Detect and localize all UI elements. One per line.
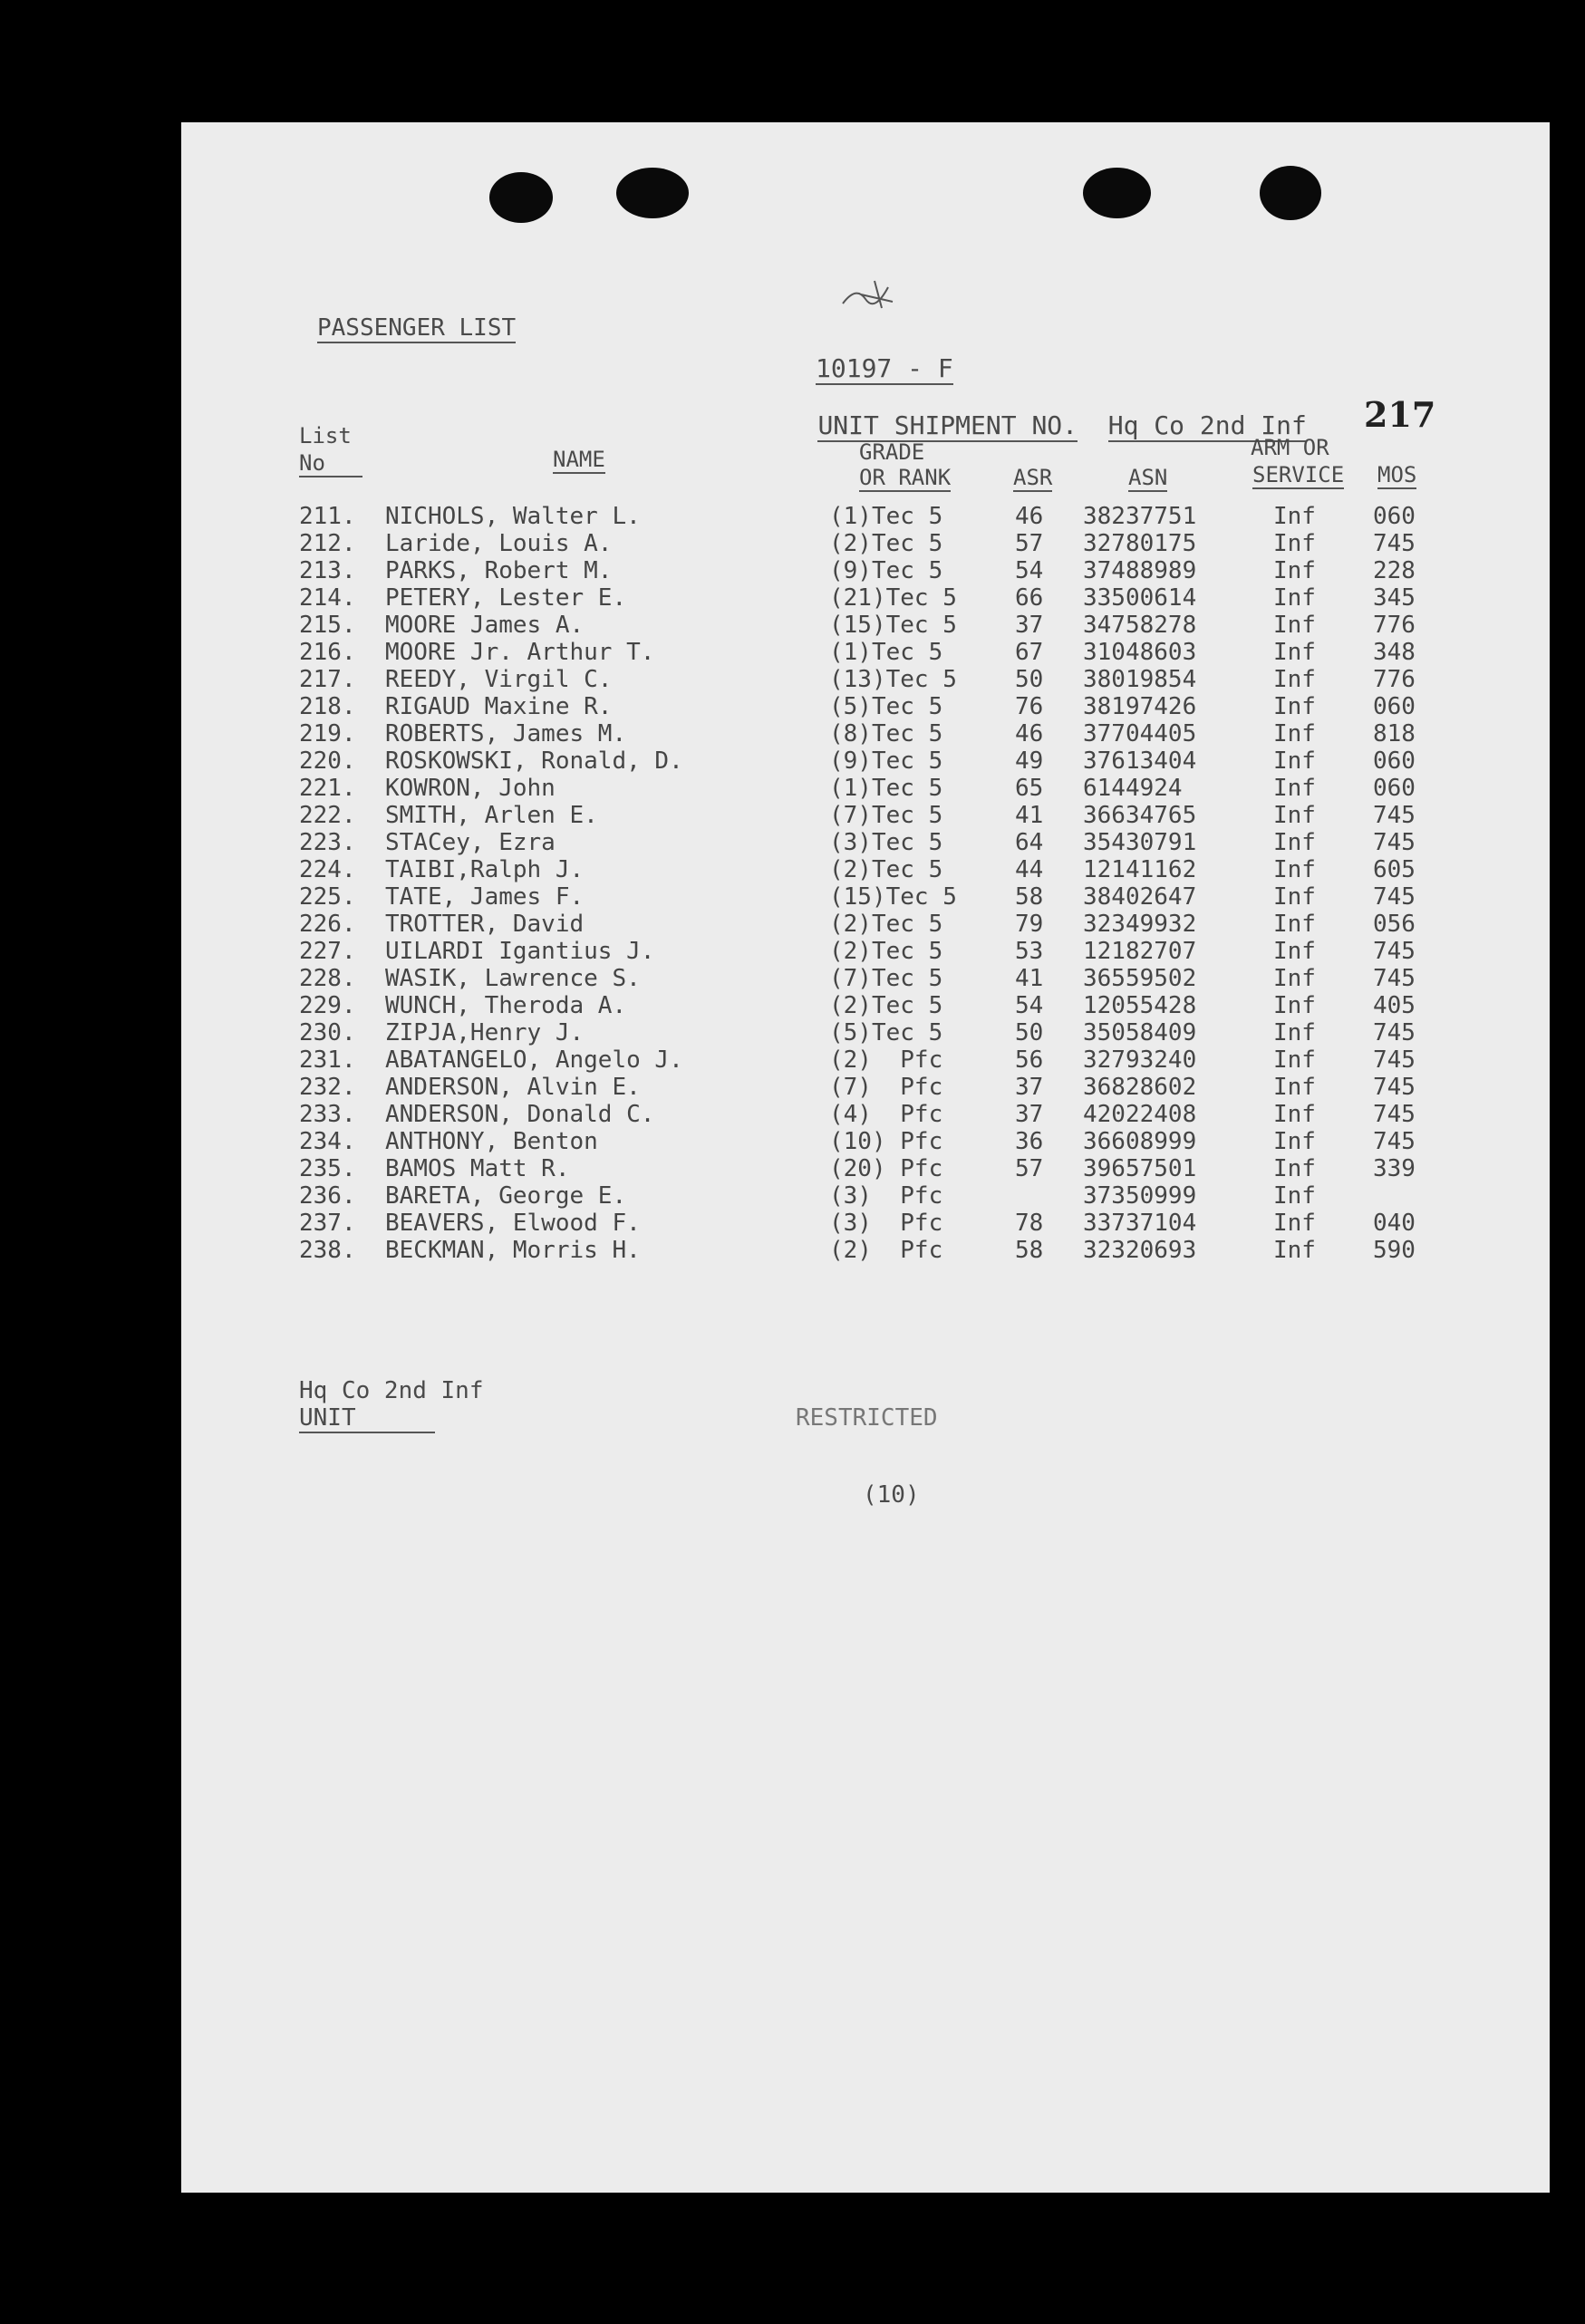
row-asn: 38197426 xyxy=(1083,693,1197,720)
col-grade-line2: OR RANK xyxy=(859,465,952,490)
row-grade: (9)Tec 5 xyxy=(829,747,943,775)
row-arm: Inf xyxy=(1273,639,1316,666)
footer-unit-value: Hq Co 2nd Inf xyxy=(299,1377,484,1404)
table-row xyxy=(181,1046,1550,1074)
row-asr: 56 xyxy=(1015,1046,1044,1074)
row-asn: 32780175 xyxy=(1083,530,1197,557)
row-arm: Inf xyxy=(1273,720,1316,747)
table-row xyxy=(181,911,1550,938)
row-number: 222. xyxy=(299,802,356,829)
row-number: 220. xyxy=(299,747,356,775)
row-asn: 35058409 xyxy=(1083,1019,1197,1046)
row-asn: 36634765 xyxy=(1083,802,1197,829)
row-mos: 745 xyxy=(1373,965,1416,992)
row-asn: 37350999 xyxy=(1083,1182,1197,1210)
col-asr: ASR xyxy=(1013,465,1053,490)
row-name: BARETA, George E. xyxy=(385,1182,627,1210)
page-stamp: 217 xyxy=(1364,394,1436,435)
row-asn: 35430791 xyxy=(1083,829,1197,856)
row-mos: 745 xyxy=(1373,1128,1416,1155)
row-grade: (13)Tec 5 xyxy=(829,666,957,693)
table-row xyxy=(181,1182,1550,1210)
row-name: UILARDI Igantius J. xyxy=(385,938,655,965)
row-number: 215. xyxy=(299,612,356,639)
row-asr: 41 xyxy=(1015,802,1044,829)
row-asr: 41 xyxy=(1015,965,1044,992)
row-number: 217. xyxy=(299,666,356,693)
row-number: 221. xyxy=(299,775,356,802)
row-name: ROSKOWSKI, Ronald, D. xyxy=(385,747,683,775)
row-name: KOWRON, John xyxy=(385,775,556,802)
row-asn: 42022408 xyxy=(1083,1101,1197,1128)
row-name: ANDERSON, Alvin E. xyxy=(385,1074,641,1101)
row-grade: (3) Pfc xyxy=(829,1182,943,1210)
unit-shipment-value: Hq Co 2nd Inf xyxy=(1107,410,1307,440)
table-row xyxy=(181,1019,1550,1046)
row-mos: 745 xyxy=(1373,1019,1416,1046)
row-arm: Inf xyxy=(1273,992,1316,1019)
row-mos: 776 xyxy=(1373,666,1416,693)
row-name: SMITH, Arlen E. xyxy=(385,802,598,829)
row-name: REEDY, Virgil C. xyxy=(385,666,613,693)
row-asn: 32793240 xyxy=(1083,1046,1197,1074)
row-arm: Inf xyxy=(1273,557,1316,584)
row-grade: (8)Tec 5 xyxy=(829,720,943,747)
row-name: ANDERSON, Donald C. xyxy=(385,1101,655,1128)
row-asn: 37613404 xyxy=(1083,747,1197,775)
row-name: MOORE Jr. Arthur T. xyxy=(385,639,655,666)
unit-shipment-line xyxy=(757,381,1307,470)
row-arm: Inf xyxy=(1273,911,1316,938)
row-arm: Inf xyxy=(1273,1182,1316,1210)
table-row xyxy=(181,666,1550,693)
punch-hole xyxy=(616,168,689,218)
row-mos: 745 xyxy=(1373,938,1416,965)
row-mos: 745 xyxy=(1373,1074,1416,1101)
row-mos: 405 xyxy=(1373,992,1416,1019)
row-number: 228. xyxy=(299,965,356,992)
row-asr: 64 xyxy=(1015,829,1044,856)
table-row xyxy=(181,938,1550,965)
row-arm: Inf xyxy=(1273,775,1316,802)
row-asr: 53 xyxy=(1015,938,1044,965)
row-name: BAMOS Matt R. xyxy=(385,1155,570,1182)
row-arm: Inf xyxy=(1273,856,1316,883)
row-name: PARKS, Robert M. xyxy=(385,557,613,584)
row-name: TATE, James F. xyxy=(385,883,585,911)
row-grade: (2)Tec 5 xyxy=(829,992,943,1019)
row-mos: 228 xyxy=(1373,557,1416,584)
row-number: 226. xyxy=(299,911,356,938)
row-arm: Inf xyxy=(1273,530,1316,557)
table-row xyxy=(181,965,1550,992)
row-mos: 345 xyxy=(1373,584,1416,612)
row-number: 232. xyxy=(299,1074,356,1101)
row-name: STACey, Ezra xyxy=(385,829,556,856)
table-row xyxy=(181,503,1550,530)
row-grade: (20) Pfc xyxy=(829,1155,943,1182)
row-grade: (4) Pfc xyxy=(829,1101,943,1128)
row-mos: 060 xyxy=(1373,747,1416,775)
row-name: ROBERTS, James M. xyxy=(385,720,627,747)
col-list-no-line1: List xyxy=(299,423,352,448)
row-name: WASIK, Lawrence S. xyxy=(385,965,641,992)
row-asn: 34758278 xyxy=(1083,612,1197,639)
row-mos: 605 xyxy=(1373,856,1416,883)
row-asn: 12182707 xyxy=(1083,938,1197,965)
col-mos: MOS xyxy=(1377,462,1417,487)
row-asn: 37704405 xyxy=(1083,720,1197,747)
row-arm: Inf xyxy=(1273,612,1316,639)
row-asr: 50 xyxy=(1015,1019,1044,1046)
row-number: 237. xyxy=(299,1210,356,1237)
row-arm: Inf xyxy=(1273,584,1316,612)
row-asn: 36559502 xyxy=(1083,965,1197,992)
row-arm: Inf xyxy=(1273,965,1316,992)
row-asn: 33737104 xyxy=(1083,1210,1197,1237)
row-arm: Inf xyxy=(1273,1074,1316,1101)
row-grade: (3)Tec 5 xyxy=(829,829,943,856)
row-asr: 36 xyxy=(1015,1128,1044,1155)
shipment-number: 10197 - F xyxy=(816,353,953,383)
row-mos: 745 xyxy=(1373,829,1416,856)
row-asr: 58 xyxy=(1015,883,1044,911)
row-asr: 37 xyxy=(1015,1101,1044,1128)
col-list-no-line2: No xyxy=(299,450,362,477)
table-row xyxy=(181,829,1550,856)
row-name: RIGAUD Maxine R. xyxy=(385,693,613,720)
row-asn: 12141162 xyxy=(1083,856,1197,883)
table-row xyxy=(181,612,1550,639)
row-asr: 79 xyxy=(1015,911,1044,938)
row-number: 216. xyxy=(299,639,356,666)
row-name: BECKMAN, Morris H. xyxy=(385,1237,641,1264)
row-asn: 39657501 xyxy=(1083,1155,1197,1182)
row-asr: 76 xyxy=(1015,693,1044,720)
col-arm-line1: ARM OR xyxy=(1251,435,1329,460)
row-name: TAIBI,Ralph J. xyxy=(385,856,585,883)
table-row xyxy=(181,1155,1550,1182)
unit-shipment-label: UNIT SHIPMENT NO. xyxy=(817,410,1078,440)
table-row xyxy=(181,530,1550,557)
col-name: NAME xyxy=(553,447,605,472)
page-number: (10) xyxy=(863,1481,920,1509)
row-number: 229. xyxy=(299,992,356,1019)
table-row xyxy=(181,1237,1550,1264)
row-asr: 44 xyxy=(1015,856,1044,883)
table-row xyxy=(181,1101,1550,1128)
row-grade: (1)Tec 5 xyxy=(829,775,943,802)
row-mos: 776 xyxy=(1373,612,1416,639)
row-number: 218. xyxy=(299,693,356,720)
row-number: 235. xyxy=(299,1155,356,1182)
row-asr: 54 xyxy=(1015,992,1044,1019)
table-row xyxy=(181,693,1550,720)
row-arm: Inf xyxy=(1273,802,1316,829)
row-name: MOORE James A. xyxy=(385,612,585,639)
row-grade: (7)Tec 5 xyxy=(829,802,943,829)
row-name: NICHOLS, Walter L. xyxy=(385,503,641,530)
row-name: Laride, Louis A. xyxy=(385,530,613,557)
table-row xyxy=(181,992,1550,1019)
row-arm: Inf xyxy=(1273,1101,1316,1128)
row-grade: (7)Tec 5 xyxy=(829,965,943,992)
row-number: 227. xyxy=(299,938,356,965)
row-asr: 46 xyxy=(1015,720,1044,747)
row-mos: 339 xyxy=(1373,1155,1416,1182)
row-asr: 57 xyxy=(1015,530,1044,557)
row-asn: 36608999 xyxy=(1083,1128,1197,1155)
row-mos: 348 xyxy=(1373,639,1416,666)
row-arm: Inf xyxy=(1273,1128,1316,1155)
row-mos: 590 xyxy=(1373,1237,1416,1264)
passenger-table xyxy=(181,503,1550,1300)
document-page xyxy=(181,122,1550,2193)
row-asr: 37 xyxy=(1015,1074,1044,1101)
row-mos: 060 xyxy=(1373,775,1416,802)
row-number: 224. xyxy=(299,856,356,883)
table-row xyxy=(181,639,1550,666)
row-grade: (7) Pfc xyxy=(829,1074,943,1101)
row-grade: (5)Tec 5 xyxy=(829,1019,943,1046)
row-arm: Inf xyxy=(1273,1210,1316,1237)
row-arm: Inf xyxy=(1273,1046,1316,1074)
punch-hole xyxy=(1260,166,1321,220)
row-arm: Inf xyxy=(1273,829,1316,856)
row-grade: (2) Pfc xyxy=(829,1046,943,1074)
row-arm: Inf xyxy=(1273,747,1316,775)
row-asr: 58 xyxy=(1015,1237,1044,1264)
row-grade: (10) Pfc xyxy=(829,1128,943,1155)
row-grade: (9)Tec 5 xyxy=(829,557,943,584)
row-asr: 67 xyxy=(1015,639,1044,666)
row-mos: 745 xyxy=(1373,1046,1416,1074)
punch-hole xyxy=(1083,168,1151,218)
table-row xyxy=(181,720,1550,747)
row-grade: (2)Tec 5 xyxy=(829,938,943,965)
table-row xyxy=(181,802,1550,829)
row-asn: 32320693 xyxy=(1083,1237,1197,1264)
row-number: 233. xyxy=(299,1101,356,1128)
row-mos: 745 xyxy=(1373,530,1416,557)
row-number: 211. xyxy=(299,503,356,530)
table-row xyxy=(181,1128,1550,1155)
row-name: BEAVERS, Elwood F. xyxy=(385,1210,641,1237)
col-arm-line2: SERVICE xyxy=(1252,462,1345,487)
row-mos: 060 xyxy=(1373,693,1416,720)
row-mos: 056 xyxy=(1373,911,1416,938)
row-asn: 37488989 xyxy=(1083,557,1197,584)
row-mos: 745 xyxy=(1373,883,1416,911)
footer-unit-label: UNIT xyxy=(299,1404,435,1433)
row-grade: (15)Tec 5 xyxy=(829,883,957,911)
row-asr: 57 xyxy=(1015,1155,1044,1182)
row-arm: Inf xyxy=(1273,1237,1316,1264)
row-name: ANTHONY, Benton xyxy=(385,1128,598,1155)
row-mos: 818 xyxy=(1373,720,1416,747)
row-name: WUNCH, Theroda A. xyxy=(385,992,627,1019)
table-row xyxy=(181,1210,1550,1237)
row-mos: 745 xyxy=(1373,802,1416,829)
row-name: PETERY, Lester E. xyxy=(385,584,627,612)
document-title: PASSENGER LIST xyxy=(317,314,517,342)
row-number: 238. xyxy=(299,1237,356,1264)
row-grade: (2)Tec 5 xyxy=(829,911,943,938)
row-grade: (3) Pfc xyxy=(829,1210,943,1237)
row-number: 213. xyxy=(299,557,356,584)
row-number: 236. xyxy=(299,1182,356,1210)
row-grade: (2)Tec 5 xyxy=(829,856,943,883)
row-asr: 54 xyxy=(1015,557,1044,584)
row-grade: (5)Tec 5 xyxy=(829,693,943,720)
row-grade: (1)Tec 5 xyxy=(829,639,943,666)
row-asn: 38019854 xyxy=(1083,666,1197,693)
row-arm: Inf xyxy=(1273,693,1316,720)
table-row xyxy=(181,584,1550,612)
row-grade: (1)Tec 5 xyxy=(829,503,943,530)
row-asn: 38402647 xyxy=(1083,883,1197,911)
row-name: ABATANGELO, Angelo J. xyxy=(385,1046,683,1074)
row-number: 225. xyxy=(299,883,356,911)
row-number: 219. xyxy=(299,720,356,747)
row-asr: 66 xyxy=(1015,584,1044,612)
table-row xyxy=(181,775,1550,802)
row-arm: Inf xyxy=(1273,1019,1316,1046)
row-asn: 33500614 xyxy=(1083,584,1197,612)
row-arm: Inf xyxy=(1273,503,1316,530)
row-arm: Inf xyxy=(1273,938,1316,965)
row-number: 212. xyxy=(299,530,356,557)
row-asr: 78 xyxy=(1015,1210,1044,1237)
row-asr: 49 xyxy=(1015,747,1044,775)
row-number: 230. xyxy=(299,1019,356,1046)
row-mos: 040 xyxy=(1373,1210,1416,1237)
row-mos: 745 xyxy=(1373,1101,1416,1128)
row-arm: Inf xyxy=(1273,666,1316,693)
row-asn: 32349932 xyxy=(1083,911,1197,938)
row-number: 214. xyxy=(299,584,356,612)
row-number: 223. xyxy=(299,829,356,856)
table-row xyxy=(181,883,1550,911)
col-asn: ASN xyxy=(1128,465,1168,490)
row-arm: Inf xyxy=(1273,883,1316,911)
row-grade: (21)Tec 5 xyxy=(829,584,957,612)
row-asn: 36828602 xyxy=(1083,1074,1197,1101)
row-mos: 060 xyxy=(1373,503,1416,530)
handwritten-mark xyxy=(838,276,911,313)
table-row xyxy=(181,1074,1550,1101)
row-asr: 37 xyxy=(1015,612,1044,639)
row-asr: 46 xyxy=(1015,503,1044,530)
punch-hole xyxy=(489,172,553,223)
table-row xyxy=(181,747,1550,775)
row-grade: (2) Pfc xyxy=(829,1237,943,1264)
row-grade: (2)Tec 5 xyxy=(829,530,943,557)
col-grade-line1: GRADE xyxy=(859,439,925,465)
row-asr: 50 xyxy=(1015,666,1044,693)
row-name: ZIPJA,Henry J. xyxy=(385,1019,585,1046)
row-asr: 65 xyxy=(1015,775,1044,802)
table-row xyxy=(181,856,1550,883)
row-arm: Inf xyxy=(1273,1155,1316,1182)
table-row xyxy=(181,557,1550,584)
row-asn: 31048603 xyxy=(1083,639,1197,666)
row-grade: (15)Tec 5 xyxy=(829,612,957,639)
row-asn: 6144924 xyxy=(1083,775,1183,802)
row-number: 234. xyxy=(299,1128,356,1155)
row-asn: 38237751 xyxy=(1083,503,1197,530)
classification: RESTRICTED xyxy=(796,1404,938,1432)
row-number: 231. xyxy=(299,1046,356,1074)
row-name: TROTTER, David xyxy=(385,911,585,938)
row-asn: 12055428 xyxy=(1083,992,1197,1019)
